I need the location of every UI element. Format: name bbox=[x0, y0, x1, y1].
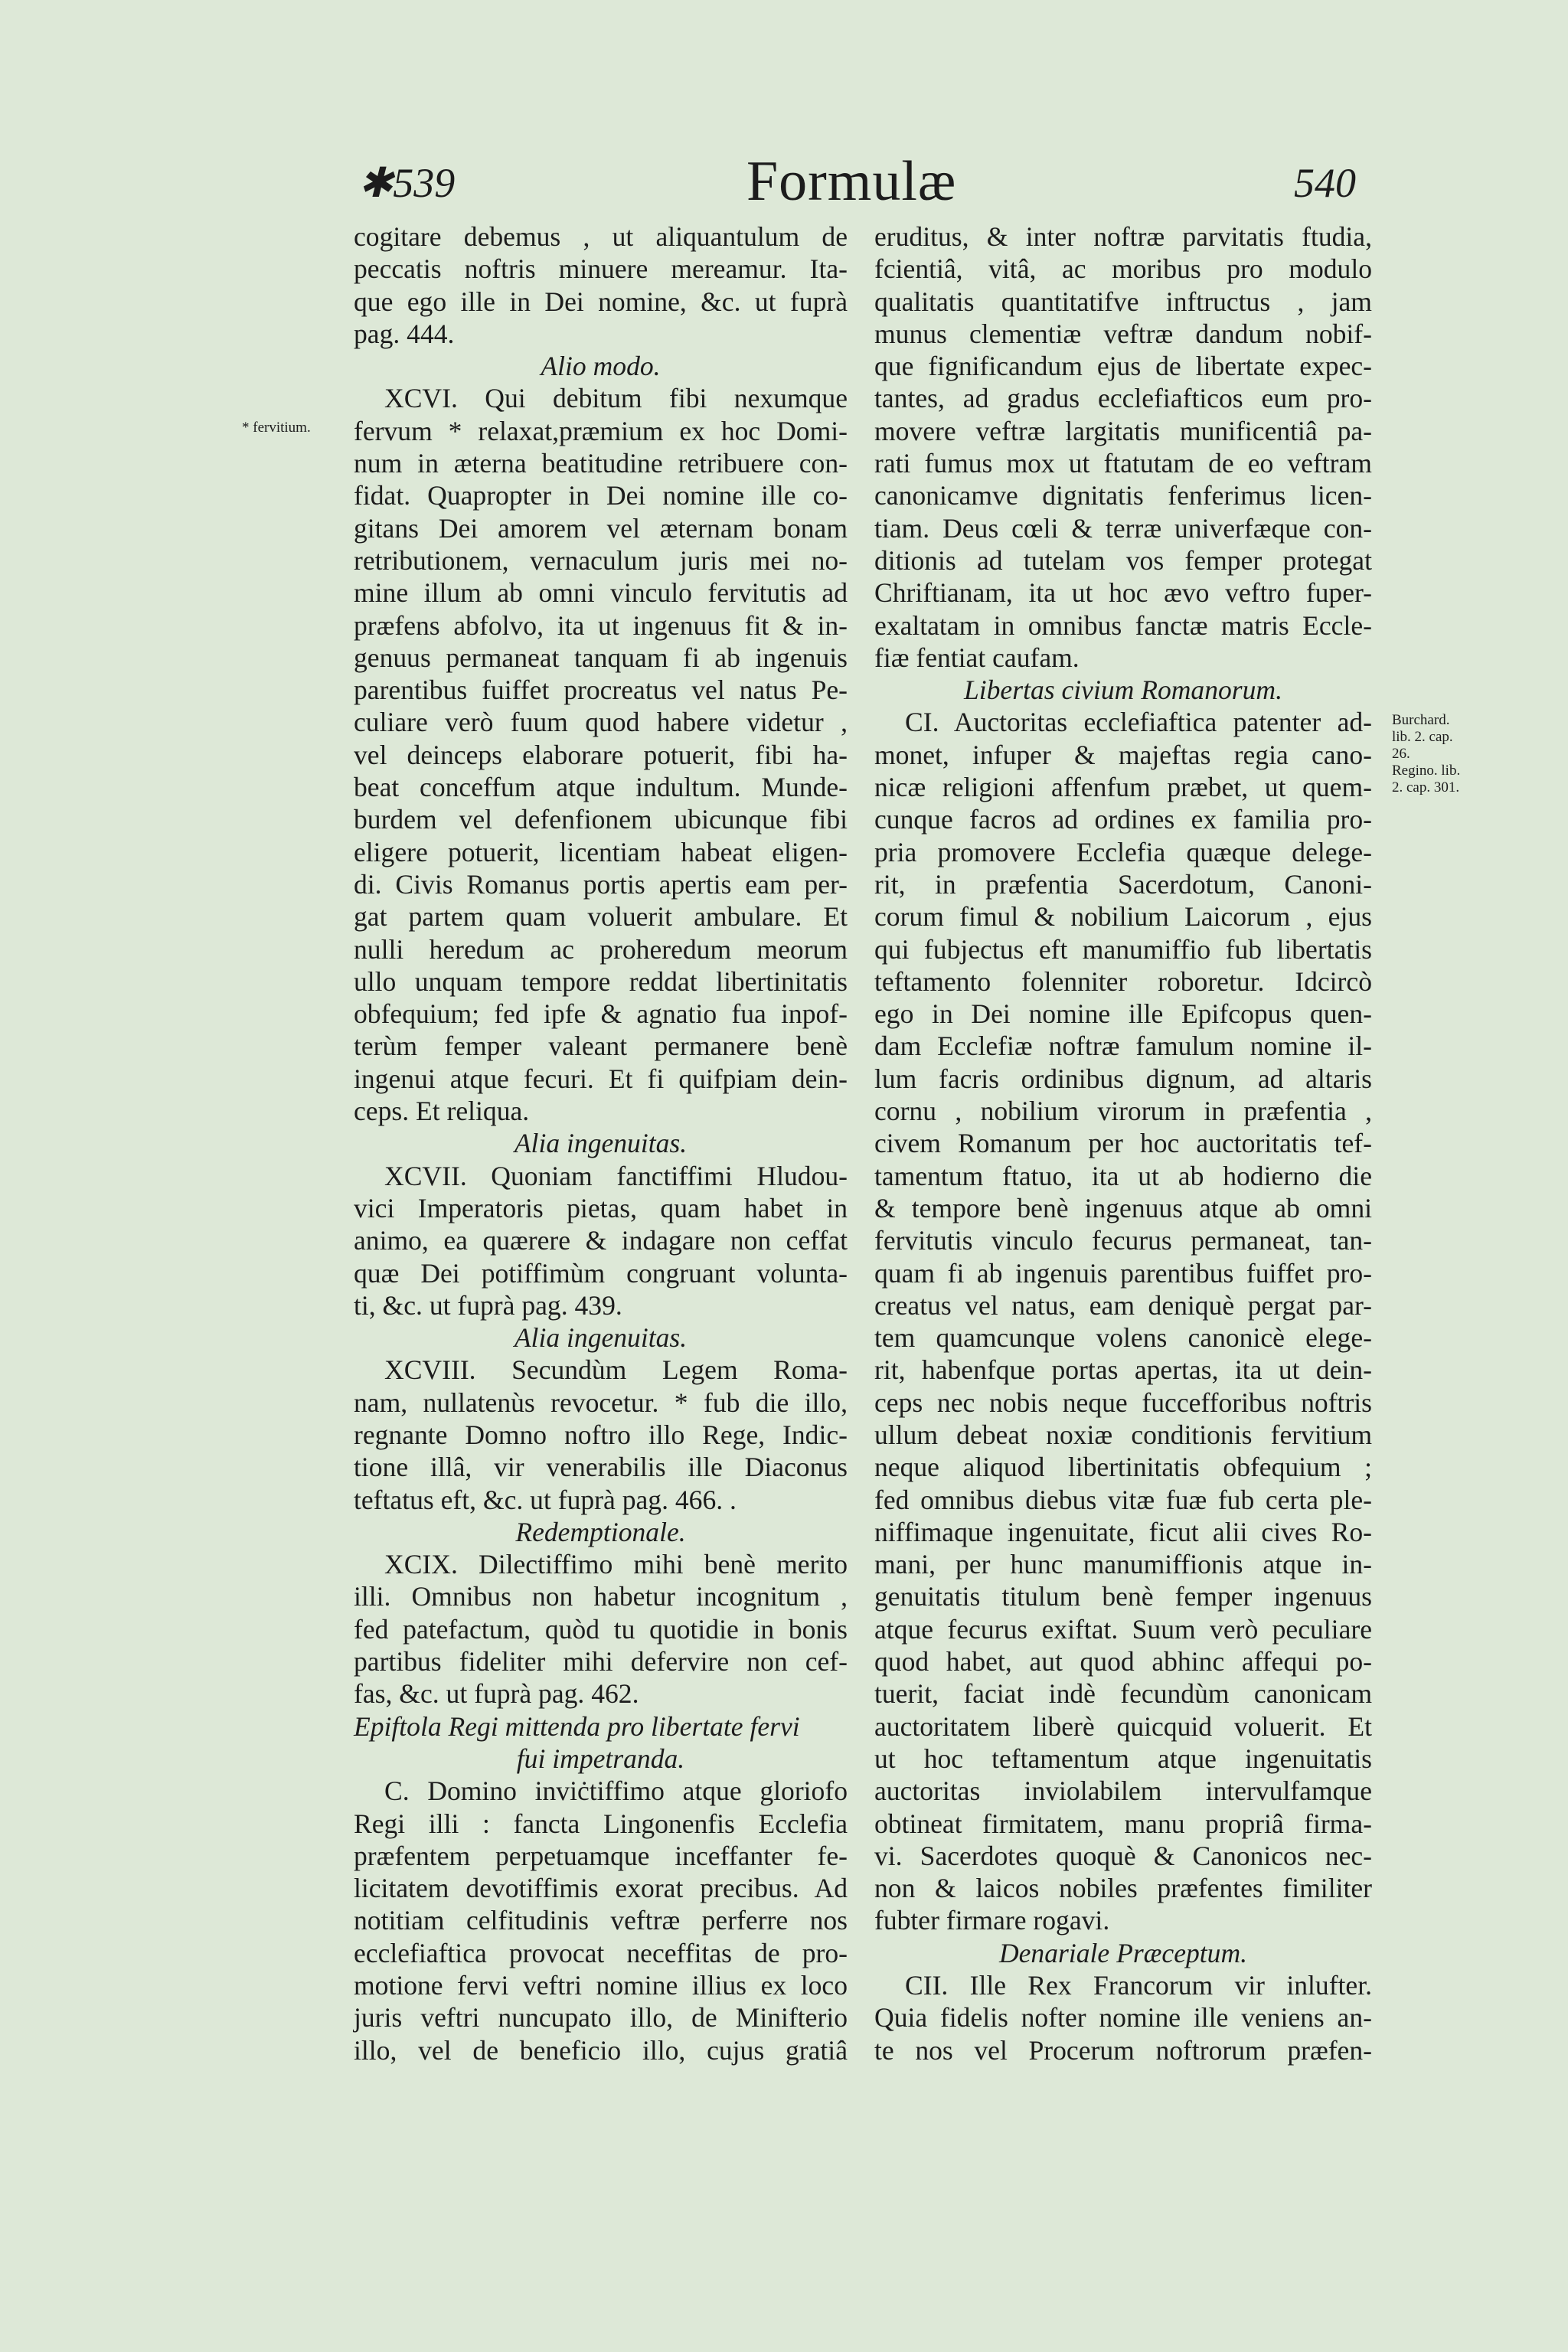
text-line: dam Ecclefiæ noftræ famulum nomine il- bbox=[874, 1031, 1372, 1062]
text-line: creatus vel natus, eam deniquè pergat par- bbox=[874, 1289, 1372, 1321]
section-heading: Libertas civium Romanorum. bbox=[963, 675, 1283, 706]
text-line: ego in Dei nomine ille Epifcopus quen- bbox=[874, 998, 1372, 1030]
text-line: fas, &c. ut fuprà pag. 462. bbox=[354, 1678, 639, 1710]
text-line: cornu , nobilium virorum in præfentia , bbox=[874, 1096, 1372, 1127]
text-line: ecclefiaftica provocat neceffitas de pro- bbox=[354, 1937, 848, 1968]
text-line: tem quamcunque volens canonicè elege- bbox=[874, 1322, 1372, 1354]
text-line: præfentem perpetuamque inceffanter fe- bbox=[354, 1840, 848, 1871]
running-title: Formulæ bbox=[746, 150, 957, 213]
text-line: cogitare debemus , ut aliquantulum de bbox=[354, 221, 848, 252]
text-line: exaltatam in omnibus fanctæ matris Eccle- bbox=[874, 609, 1372, 641]
text-line: cunque facros ad ordines ex familia pro- bbox=[874, 804, 1372, 835]
text-line: ti, &c. ut fuprà pag. 439. bbox=[354, 1289, 622, 1321]
text-line: tione illâ, vir venerabilis ille Diaconus bbox=[354, 1452, 848, 1483]
text-line: fubter firmare rogavi. bbox=[874, 1905, 1110, 1936]
text-line: tuerit, faciat indè fecundùm canonicam bbox=[874, 1678, 1372, 1710]
text-line: obtineat firmitatem, manu propriâ firma- bbox=[874, 1808, 1372, 1839]
text-line: CII. Ille Rex Francorum vir inlufter. bbox=[905, 1970, 1372, 2001]
text-line: qui fubjectus eft manumiffio fub libertatis bbox=[874, 933, 1372, 965]
text-line: tamentum ftatuo, ita ut ab hodierno die bbox=[874, 1160, 1372, 1191]
text-line: movere veftræ largitatis munificentiâ pa- bbox=[874, 415, 1372, 446]
text-line: XCVI. Qui debitum fibi nexumque bbox=[384, 383, 848, 414]
text-line: non & laicos nobiles præfentes fimiliter bbox=[874, 1873, 1372, 1904]
page-number-right: 540 bbox=[1294, 160, 1356, 206]
text-column-left bbox=[354, 220, 848, 2066]
text-line: pria promovere Ecclefia quæque delege- bbox=[874, 836, 1372, 867]
section-heading: Alia ingenuitas. bbox=[514, 1322, 688, 1354]
text-line: genuitatis titulum benè femper ingenuus bbox=[874, 1581, 1372, 1612]
text-line: te nos vel Procerum noftrorum præfen- bbox=[874, 2034, 1372, 2066]
text-line: niffimaque ingenuitate, ficut alii cives Ro- bbox=[874, 1516, 1372, 1547]
text-line: vici Imperatoris pietas, quam habet in bbox=[354, 1192, 848, 1223]
text-line: fervitutis vinculo fecurus permaneat, tan- bbox=[874, 1225, 1372, 1256]
text-line: quæ Dei potiffimùm congruant volunta- bbox=[354, 1257, 848, 1289]
text-line: regnante Domno noftro illo Rege, Indic- bbox=[354, 1419, 848, 1450]
text-line: auctoritas inviolabilem intervulfamque bbox=[874, 1775, 1372, 1807]
text-line: fidat. Quapropter in Dei nomine ille co- bbox=[354, 480, 848, 511]
text-column-right bbox=[874, 220, 1372, 2066]
text-line: num in æterna beatitudine retribuere con- bbox=[354, 448, 848, 479]
text-line: parentibus fuiffet procreatus vel natus Pe- bbox=[354, 675, 848, 706]
text-line: atque fecurus exiftat. Suum verò peculiare bbox=[874, 1613, 1372, 1645]
page-number-left: ✱539 bbox=[358, 160, 456, 206]
text-line: animo, ea quærere & indagare non ceffat bbox=[354, 1225, 848, 1256]
text-line: illo, vel de beneficio illo, cujus gratiâ bbox=[354, 2034, 848, 2066]
text-line: rati fumus mox ut ftatutam de eo veftram bbox=[874, 448, 1372, 479]
text-line: vi. Sacerdotes quoquè & Canonicos nec- bbox=[874, 1840, 1372, 1871]
text-line: eruditus, & inter noftræ parvitatis ftudia, bbox=[874, 221, 1372, 252]
text-line: fcientiâ, vitâ, ac moribus pro modulo bbox=[874, 253, 1372, 285]
text-line: canonicamve dignitatis fenferimus licen- bbox=[874, 480, 1372, 511]
text-line: munus clementiæ veftræ dandum nobif- bbox=[874, 318, 1372, 349]
text-line: CI. Auctoritas ecclefiaftica patenter ad- bbox=[905, 707, 1372, 738]
text-line: præfens abfolvo, ita ut ingenuus fit & in- bbox=[354, 609, 848, 641]
text-line: tiam. Deus cœli & terræ univerfæque con- bbox=[874, 512, 1372, 544]
text-line: culiare verò fuum quod habere videtur , bbox=[354, 707, 848, 738]
text-line: nam, nullatenùs revocetur. * fub die illo, bbox=[354, 1387, 848, 1418]
text-line: obfequium; fed ipfe & agnatio fua inpof- bbox=[354, 998, 848, 1030]
text-line: rit, habenfque portas apertas, ita ut dein- bbox=[874, 1354, 1372, 1386]
text-line: juris veftri nuncupato illo, de Minifterio bbox=[354, 2002, 848, 2034]
text-line: ullo unquam tempore reddat libertinitatis bbox=[354, 965, 848, 997]
text-line: fed patefactum, quòd tu quotidie in bonis bbox=[354, 1613, 848, 1645]
text-line: XCIX. Dilectiffimo mihi benè merito bbox=[384, 1549, 848, 1580]
section-heading: Redemptionale. bbox=[515, 1516, 686, 1547]
text-line: pag. 444. bbox=[354, 318, 455, 349]
text-line: fervum * relaxat,præmium ex hoc Domi- bbox=[354, 415, 848, 446]
text-line: burdem vel defenfionem ubicunque fibi bbox=[354, 804, 848, 835]
text-line: gat partem quam voluerit ambulare. Et bbox=[354, 901, 848, 933]
text-line: mine illum ab omni vinculo fervitutis ad bbox=[354, 577, 848, 609]
text-line: ullum debeat noxiæ conditionis fervitium bbox=[874, 1419, 1372, 1450]
text-line: rit, in præfentia Sacerdotum, Canoni- bbox=[874, 868, 1372, 900]
margin-note-right bbox=[1392, 712, 1484, 796]
margin-note-left: * fervitium. bbox=[242, 420, 311, 436]
text-line: vel deinceps elaborare potuerit, fibi ha- bbox=[354, 739, 848, 770]
margin-note-line: Regino. lib. bbox=[1392, 763, 1461, 779]
text-line: monet, infuper & majeftas regia cano- bbox=[874, 739, 1372, 770]
text-line: neque aliquod libertinitatis obfequium ; bbox=[874, 1452, 1372, 1483]
text-line: ditionis ad tutelam vos femper protegat bbox=[874, 544, 1372, 576]
text-line: motione fervi veftri nomine illius ex loco bbox=[354, 1970, 848, 2001]
text-line: que fignificandum ejus de libertate expec- bbox=[874, 351, 1372, 382]
margin-note-line: lib. 2. cap. bbox=[1392, 729, 1453, 745]
text-line: terùm femper valeant permanere benè bbox=[354, 1031, 848, 1062]
text-line: quam fi ab ingenuis parentibus fuiffet pro- bbox=[874, 1257, 1372, 1289]
text-line: retributionem, vernaculum juris mei no- bbox=[354, 544, 848, 576]
text-line: gitans Dei amorem vel æternam bonam bbox=[354, 512, 848, 544]
text-line: que ego ille in Dei nomine, &c. ut fuprà bbox=[354, 286, 848, 317]
section-heading: Alia ingenuitas. bbox=[514, 1128, 688, 1159]
text-line: Quia fidelis nofter nomine ille veniens an- bbox=[874, 2002, 1372, 2034]
text-line: XCVIII. Secundùm Legem Roma- bbox=[384, 1354, 848, 1386]
text-line: ingenui atque fecuri. Et fi quifpiam dein- bbox=[354, 1063, 848, 1094]
text-line: teftamento folenniter roboretur. Idcircò bbox=[874, 965, 1372, 997]
text-line: qualitatis quantitatifve inftructus , jam bbox=[874, 286, 1372, 317]
margin-note-line: 26. bbox=[1392, 746, 1410, 762]
text-line: nulli heredum ac proheredum meorum bbox=[354, 933, 848, 965]
text-line: beat conceffum atque indultum. Munde- bbox=[354, 772, 848, 803]
text-line: mani, per hunc manumiffionis atque in- bbox=[874, 1549, 1372, 1580]
text-line: corum fimul & nobilium Laicorum , ejus bbox=[874, 901, 1372, 933]
text-line: notitiam celfitudinis veftræ perferre nos bbox=[354, 1905, 848, 1936]
text-line: teftatus eft, &c. ut fuprà pag. 466. . bbox=[354, 1484, 737, 1515]
text-line: Regi illi : fancta Lingonenfis Ecclefia bbox=[354, 1808, 848, 1839]
margin-note-line: 2. cap. 301. bbox=[1392, 779, 1460, 795]
text-line: genuus permaneat tanquam fi ab ingenuis bbox=[354, 642, 848, 673]
section-heading: Epiftola Regi mittenda pro libertate fervi bbox=[354, 1710, 800, 1742]
margin-note-line: Burchard. bbox=[1392, 712, 1450, 728]
section-heading: Alio modo. bbox=[541, 351, 661, 382]
text-line: illi. Omnibus non habetur incognitum , bbox=[354, 1581, 848, 1612]
text-line: civem Romanum per hoc auctoritatis tef- bbox=[874, 1128, 1372, 1159]
text-line: ut hoc teftamentum atque ingenuitatis bbox=[874, 1743, 1372, 1774]
text-line: di. Civis Romanus portis apertis eam per- bbox=[354, 868, 848, 900]
text-line: tantes, ad gradus ecclefiafticos eum pro- bbox=[874, 383, 1372, 414]
text-line: ceps nec nobis neque fuccefforibus noftris bbox=[874, 1387, 1372, 1418]
section-heading: fui impetranda. bbox=[516, 1743, 685, 1774]
text-line: Chriftianam, ita ut hoc ævo veftro fuper- bbox=[874, 577, 1372, 609]
section-heading: Denariale Præceptum. bbox=[998, 1937, 1248, 1968]
text-line: XCVII. Quoniam fanctiffimi Hludou- bbox=[384, 1160, 848, 1191]
text-line: & tempore benè ingenuus atque ab omni bbox=[874, 1192, 1372, 1223]
text-line: fiæ fentiat caufam. bbox=[874, 642, 1080, 673]
text-line: C. Domino inviċtiffimo atque gloriofo bbox=[384, 1775, 848, 1807]
text-line: peccatis noftris minuere mereamur. Ita- bbox=[354, 253, 848, 285]
text-line: quod habet, aut quod abhinc affequi po- bbox=[874, 1646, 1372, 1677]
text-line: auctoritatem liberè quicquid voluerit. Et bbox=[874, 1710, 1372, 1742]
text-line: eligere potuerit, licentiam habeat eligen- bbox=[354, 836, 848, 867]
text-line: partibus fideliter mihi defervire non cef- bbox=[354, 1646, 848, 1677]
text-line: fed omnibus diebus vitæ fuæ fub certa ple- bbox=[874, 1484, 1372, 1515]
text-line: lum facris ordinibus dignum, ad altaris bbox=[874, 1063, 1372, 1094]
text-line: nicæ religioni affenfum præbet, ut quem- bbox=[874, 772, 1372, 803]
text-line: ceps. Et reliqua. bbox=[354, 1096, 530, 1127]
text-line: licitatem devotiffimis exorat precibus. Ad bbox=[354, 1873, 848, 1904]
